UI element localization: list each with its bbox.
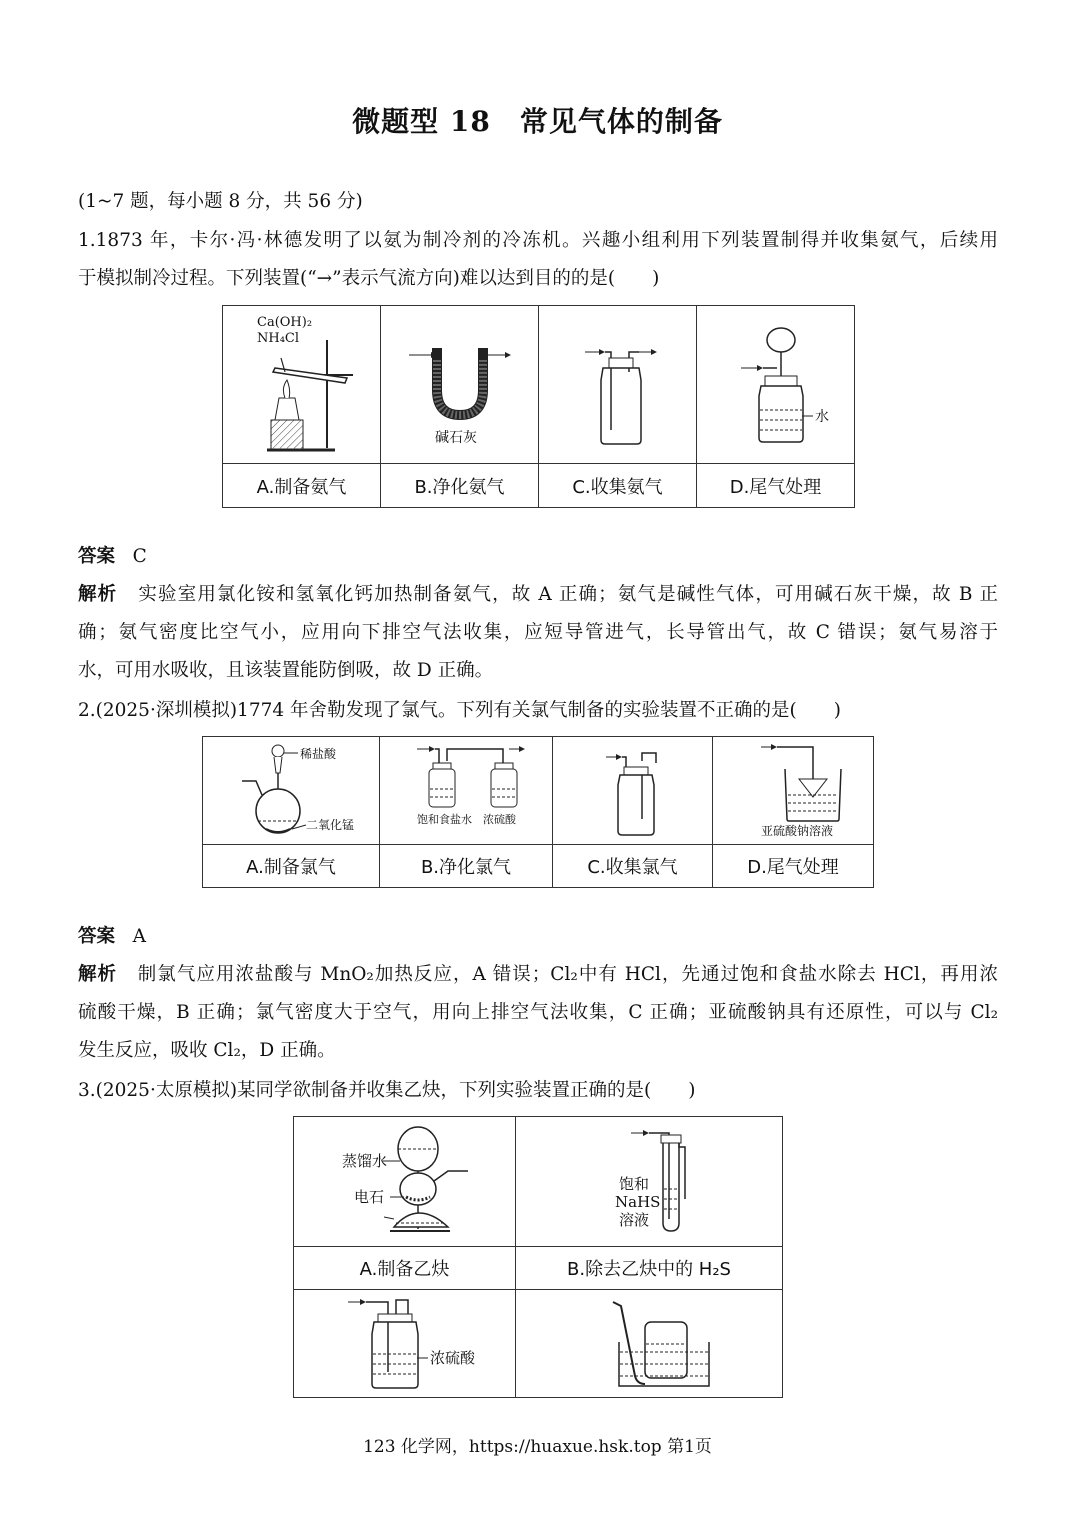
q3-option-a: A.制备乙炔	[294, 1247, 516, 1290]
q3-water-label: 蒸馏水	[341, 1151, 387, 1170]
q2-dilute-hcl-label: 稀盐酸	[300, 746, 337, 761]
q1-stem-line2: 于模拟制冷过程。下列装置(“→”表示气流方向)难以达到目的的是( )	[78, 268, 660, 289]
q1-reagent1-label: Ca(OH)₂	[256, 314, 312, 330]
q1-u-tube-image	[385, 310, 535, 460]
q1-analysis-label: 解析	[78, 584, 118, 605]
q2-answer-label: 答案	[78, 926, 116, 947]
q1-answer-line	[78, 543, 998, 571]
q1-answer-label: 答案	[78, 546, 116, 567]
q1-collection-bottle-image	[543, 310, 693, 460]
q2-brine-label: 饱和食盐水	[417, 812, 472, 826]
q3-solution-label: 溶液	[619, 1210, 650, 1229]
q2-stem: 2.(2025·深圳模拟)1774 年舍勒发现了氯气。下列有关氯气制备的实验装置不正确的是( )	[78, 700, 841, 721]
q3-image-a	[294, 1117, 516, 1247]
q2-analysis-line1	[78, 961, 998, 989]
q1-analysis-text1: 实验室用氯化铵和氢氧化钙加热制备氨气，故 A 正确；氨气是碱性气体，可用碱石灰干燥，故 B 正	[138, 584, 998, 605]
q2-option-c: C.收集氯气	[553, 845, 713, 888]
section-intro: (1~7 题，每小题 8 分，共 56 分)	[78, 191, 363, 212]
q1-analysis-line2: 确；氨气密度比空气小，应用向下排空气法收集，应短导管进气，长导管出气，故 C 错误；氨气易溶于	[78, 622, 998, 643]
q2-image-a	[203, 737, 380, 845]
q2-option-b: B.净化氯气	[380, 845, 553, 888]
q1-answer-value: C	[132, 546, 147, 567]
page-footer: 123 化学网，https://huaxue.hsk.top 第1页	[363, 1437, 712, 1457]
q1-analysis-line3: 水，可用水吸收，且该装置能防倒吸，故 D 正确。	[78, 660, 494, 681]
q2-na2so3-label: 亚硫酸钠溶液	[761, 823, 834, 838]
q2-answer-value: A	[132, 926, 147, 947]
q1-water-label: 水	[814, 408, 829, 425]
q1-reagent2-label: NH₄Cl	[256, 330, 299, 346]
q2-analysis-text1: 制氯气应用浓盐酸与 MnO₂加热反应，A 错误；Cl₂中有 HCl，先通过饱和食盐水除去 HCl，再用浓	[137, 964, 998, 985]
q1-soda-lime-label: 碱石灰	[434, 429, 477, 446]
q2-apparatus-table	[202, 736, 874, 888]
q2-image-b	[380, 737, 553, 845]
q2-mno2-label: 二氧化锰	[306, 817, 355, 832]
q1-image-a	[223, 306, 381, 464]
q1-image-d	[697, 306, 855, 464]
q1-image-b	[381, 306, 539, 464]
q3-water-displacement-image	[519, 1292, 779, 1396]
q3-sat-label: 饱和	[619, 1174, 650, 1193]
q2-answer-line	[78, 923, 998, 951]
q1-heating-apparatus-image	[227, 310, 377, 460]
q1-absorption-bottle-image	[701, 310, 851, 460]
q1-stem-line1: 1.1873 年，卡尔·冯·林德发明了以氨为制冷剂的冷冻机。兴趣小组利用下列装置制得并收集氨气，后续用	[78, 230, 998, 251]
q1-option-c: C.收集氨气	[539, 464, 697, 508]
q3-option-b: B.除去乙炔中的 H₂S	[516, 1247, 783, 1290]
q2-option-a: A.制备氯气	[203, 845, 380, 888]
q2-analysis-line3: 发生反应，吸收 Cl₂，D 正确。	[78, 1040, 336, 1061]
q1-option-b: B.净化氨气	[381, 464, 539, 508]
q2-collection-bottle-image	[556, 739, 710, 843]
q2-image-c	[553, 737, 713, 845]
q2-flask-apparatus-image	[206, 739, 376, 843]
q3-image-b	[516, 1117, 783, 1247]
q3-test-tube-image	[519, 1119, 779, 1245]
q1-image-c	[539, 306, 697, 464]
q3-stem: 3.(2025·太原模拟)某同学欲制备并收集乙炔，下列实验装置正确的是( )	[78, 1080, 696, 1101]
q2-washing-bottles-image	[383, 739, 549, 843]
q3-kipp-generator-image	[298, 1119, 512, 1245]
q2-image-d	[713, 737, 874, 845]
q2-option-d: D.尾气处理	[713, 845, 874, 888]
q1-apparatus-table	[222, 305, 855, 508]
q2-analysis-label: 解析	[78, 964, 118, 985]
q2-h2so4-label: 浓硫酸	[483, 812, 516, 826]
q3-h2so4-label: 浓硫酸	[429, 1348, 475, 1367]
q1-option-a: A.制备氨气	[223, 464, 381, 508]
q3-image-d	[516, 1290, 783, 1398]
q2-analysis-line2: 硫酸干燥，B 正确；氯气密度大于空气，用向上排空气法收集，C 正确；亚硫酸钠具有还原性，可以与 Cl₂	[78, 1002, 998, 1023]
q2-beaker-absorption-image	[715, 739, 871, 843]
q1-analysis-line1	[78, 581, 998, 609]
q1-option-d: D.尾气处理	[697, 464, 855, 508]
q3-apparatus-table	[293, 1116, 783, 1398]
q3-nahs-label: NaHS	[615, 1192, 661, 1211]
q3-h2so4-bottle-image	[298, 1292, 512, 1396]
q3-carbide-label: 电石	[353, 1187, 384, 1206]
q3-image-c	[294, 1290, 516, 1398]
page-title: 微题型 18 常见气体的制备	[352, 105, 723, 138]
